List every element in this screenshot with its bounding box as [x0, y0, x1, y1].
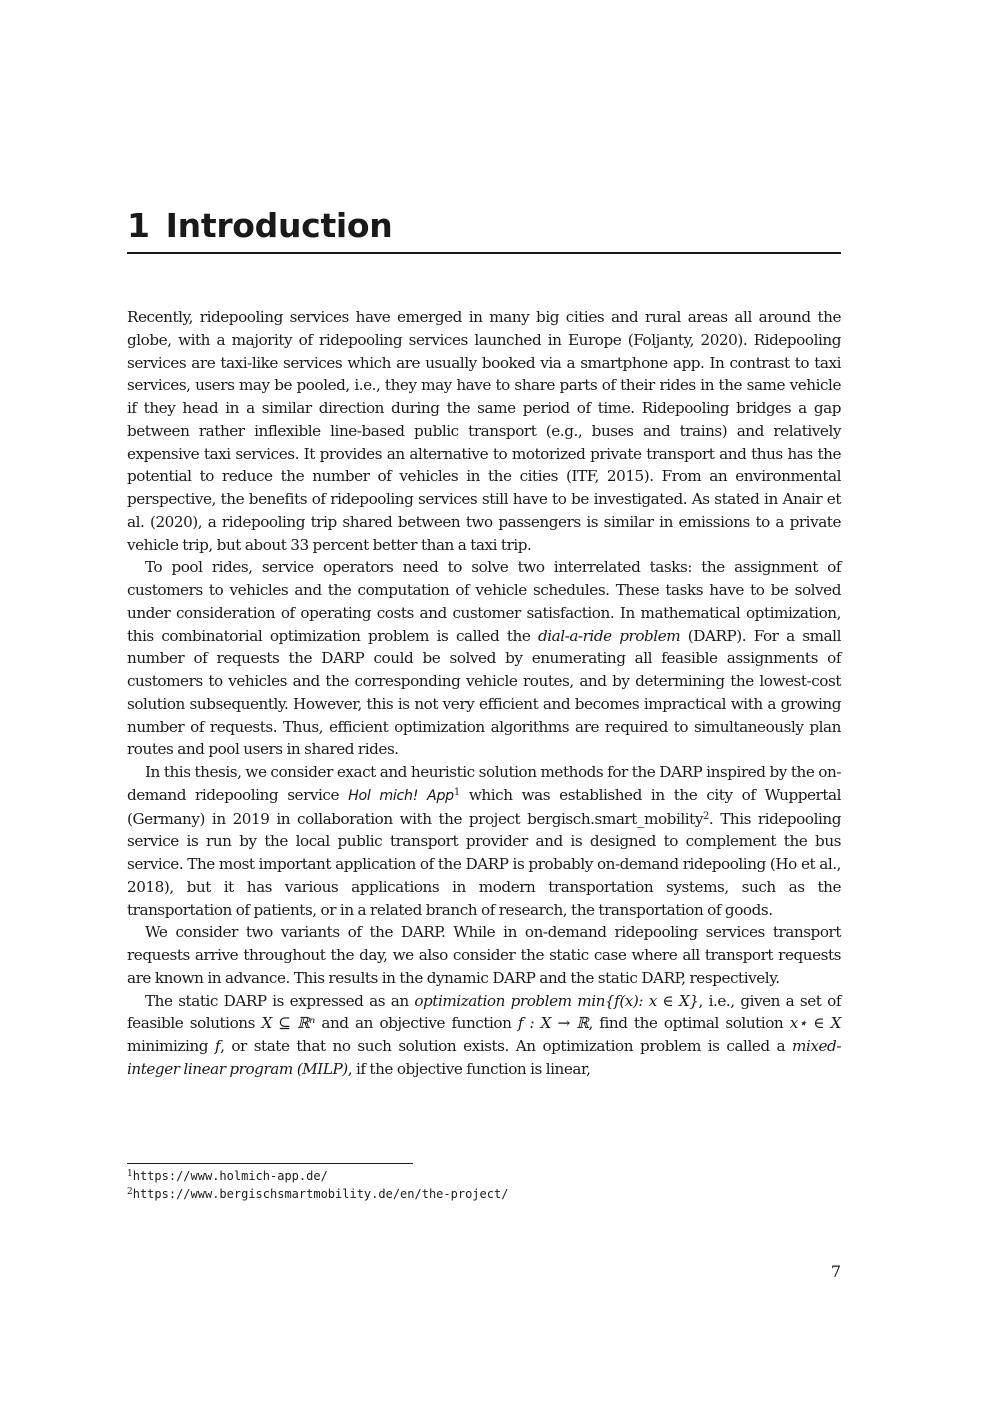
term-optimization-problem: optimization problem [414, 991, 572, 1010]
footnote-ref-1[interactable]: 1 [453, 786, 460, 798]
footnotes [127, 1167, 841, 1203]
term-dial-a-ride: dial-a-ride problem [537, 626, 681, 645]
paragraph-4: We consider two variants of the DARP. While in on-demand ridepooling services transport requests arrive throughout the day, we also consider the static case where all transport requests are known in advance. This results in the dynamic DARP and the static DARP, respectively. [127, 923, 841, 987]
body-text [127, 306, 841, 1081]
math-min: min{f(x): x ∈ X} [571, 991, 699, 1010]
chapter-number: 1 [127, 206, 150, 245]
math-objective: f : X → ℝ [517, 1014, 589, 1033]
footnote-link-2[interactable]: https://www.bergischsmartmobility.de/en/the-project/ [132, 1187, 509, 1201]
paragraph-3: In this thesis, we consider exact and heuristic solution methods for the DARP inspired by the on-demand ridepooling service Hol mich! App$^1$ which was established in the city of Wuppertal (Germany) in 2019 in collaboration with the project bergisch.smart_mobility$^2$. This ridepooling service is run by the local public transport provider and is designed to complement the bus service. The most important application of the DARP is probably on-demand ridepooling (Ho et al., 2018), but it has various applications in modern transportation systems, such as the transportation of patients, or in a related branch of research, the transportation of goods. [127, 763, 842, 919]
math-feasible-set: X ⊆ ℝⁿ [261, 1014, 315, 1033]
paragraph-2: To pool rides, service operators need to solve two interrelated tasks: the assignment of customers to vehicles and the computation of vehicle schedules. These tasks have to be solved under consideration of operating costs and customer satisfaction. In mathematical optimization, this combinatorial optimization problem is called the dial-a-ride problem (DARP). For a small number of requests the DARP could be solved by enumerating all feasible assignments of customers to vehicles and the corresponding vehicle routes, and by determining the lowest-cost solution subsequently. However, this is not very efficient and becomes impractical with a growing number of requests. Thus, efficient optimization algorithms are required to simultaneously plan routes and pool users in shared rides. [127, 558, 841, 759]
chapter-title: Introduction [165, 206, 393, 245]
footnote-rule [127, 1163, 413, 1164]
chapter-heading [127, 204, 841, 254]
footnote-ref-2[interactable]: 2 [702, 810, 709, 822]
paragraph-5: The static DARP is expressed as an optimization problem min{f(x): x ∈ X}, i.e., given a set of feasible solutions X ⊆ ℝⁿ and an objective function f : X → ℝ, find the optimal solution x⋆ ∈ X minimizing f, or state that no such solution exists. An optimization problem is called a mixed-integer linear program (MILP), if the objective function is linear, [127, 991, 841, 1078]
footnote-link-1[interactable]: https://www.holmich-app.de/ [132, 1169, 328, 1183]
term-milp: mixed-integer linear program (MILP) [127, 1037, 841, 1078]
math-f: f [214, 1037, 221, 1055]
service-name: Hol mich! App [348, 787, 454, 804]
paragraph-1: Recently, ridepooling services have emerged in many big cities and rural areas all around the globe, with a majority of ridepooling services launched in Europe (Foljanty, 2020). Ridepooling services are taxi-like services which are usually booked via a smartphone app. In contrast to taxi services, users may be pooled, i.e., they may have to share parts of their rides in the same vehicle if they head in a similar direction during the same period of time. Ridepooling bridges a gap between rather inflexible line-based public transport (e.g., buses and trains) and relatively expensive taxi services. It provides an alternative to motorized private transport and thus has the potential to reduce the number of vehicles in the cities (ITF, 2015). From an environmental perspective, the benefits of ridepooling services still have to be investigated. As stated in Anair et al. (2020), a ridepooling trip shared between two passengers is similar in emissions to a private vehicle trip, but about 33 percent better than a taxi trip. [127, 308, 841, 554]
footnote-2: $^2$https://www.bergischsmartmobility.de/en/the-project/ [127, 1187, 509, 1201]
footnote-1: $^1$https://www.holmich-app.de/ [127, 1169, 328, 1183]
page-number: 7 [830, 1262, 841, 1281]
math-optimal: x⋆ ∈ X [789, 1014, 841, 1033]
